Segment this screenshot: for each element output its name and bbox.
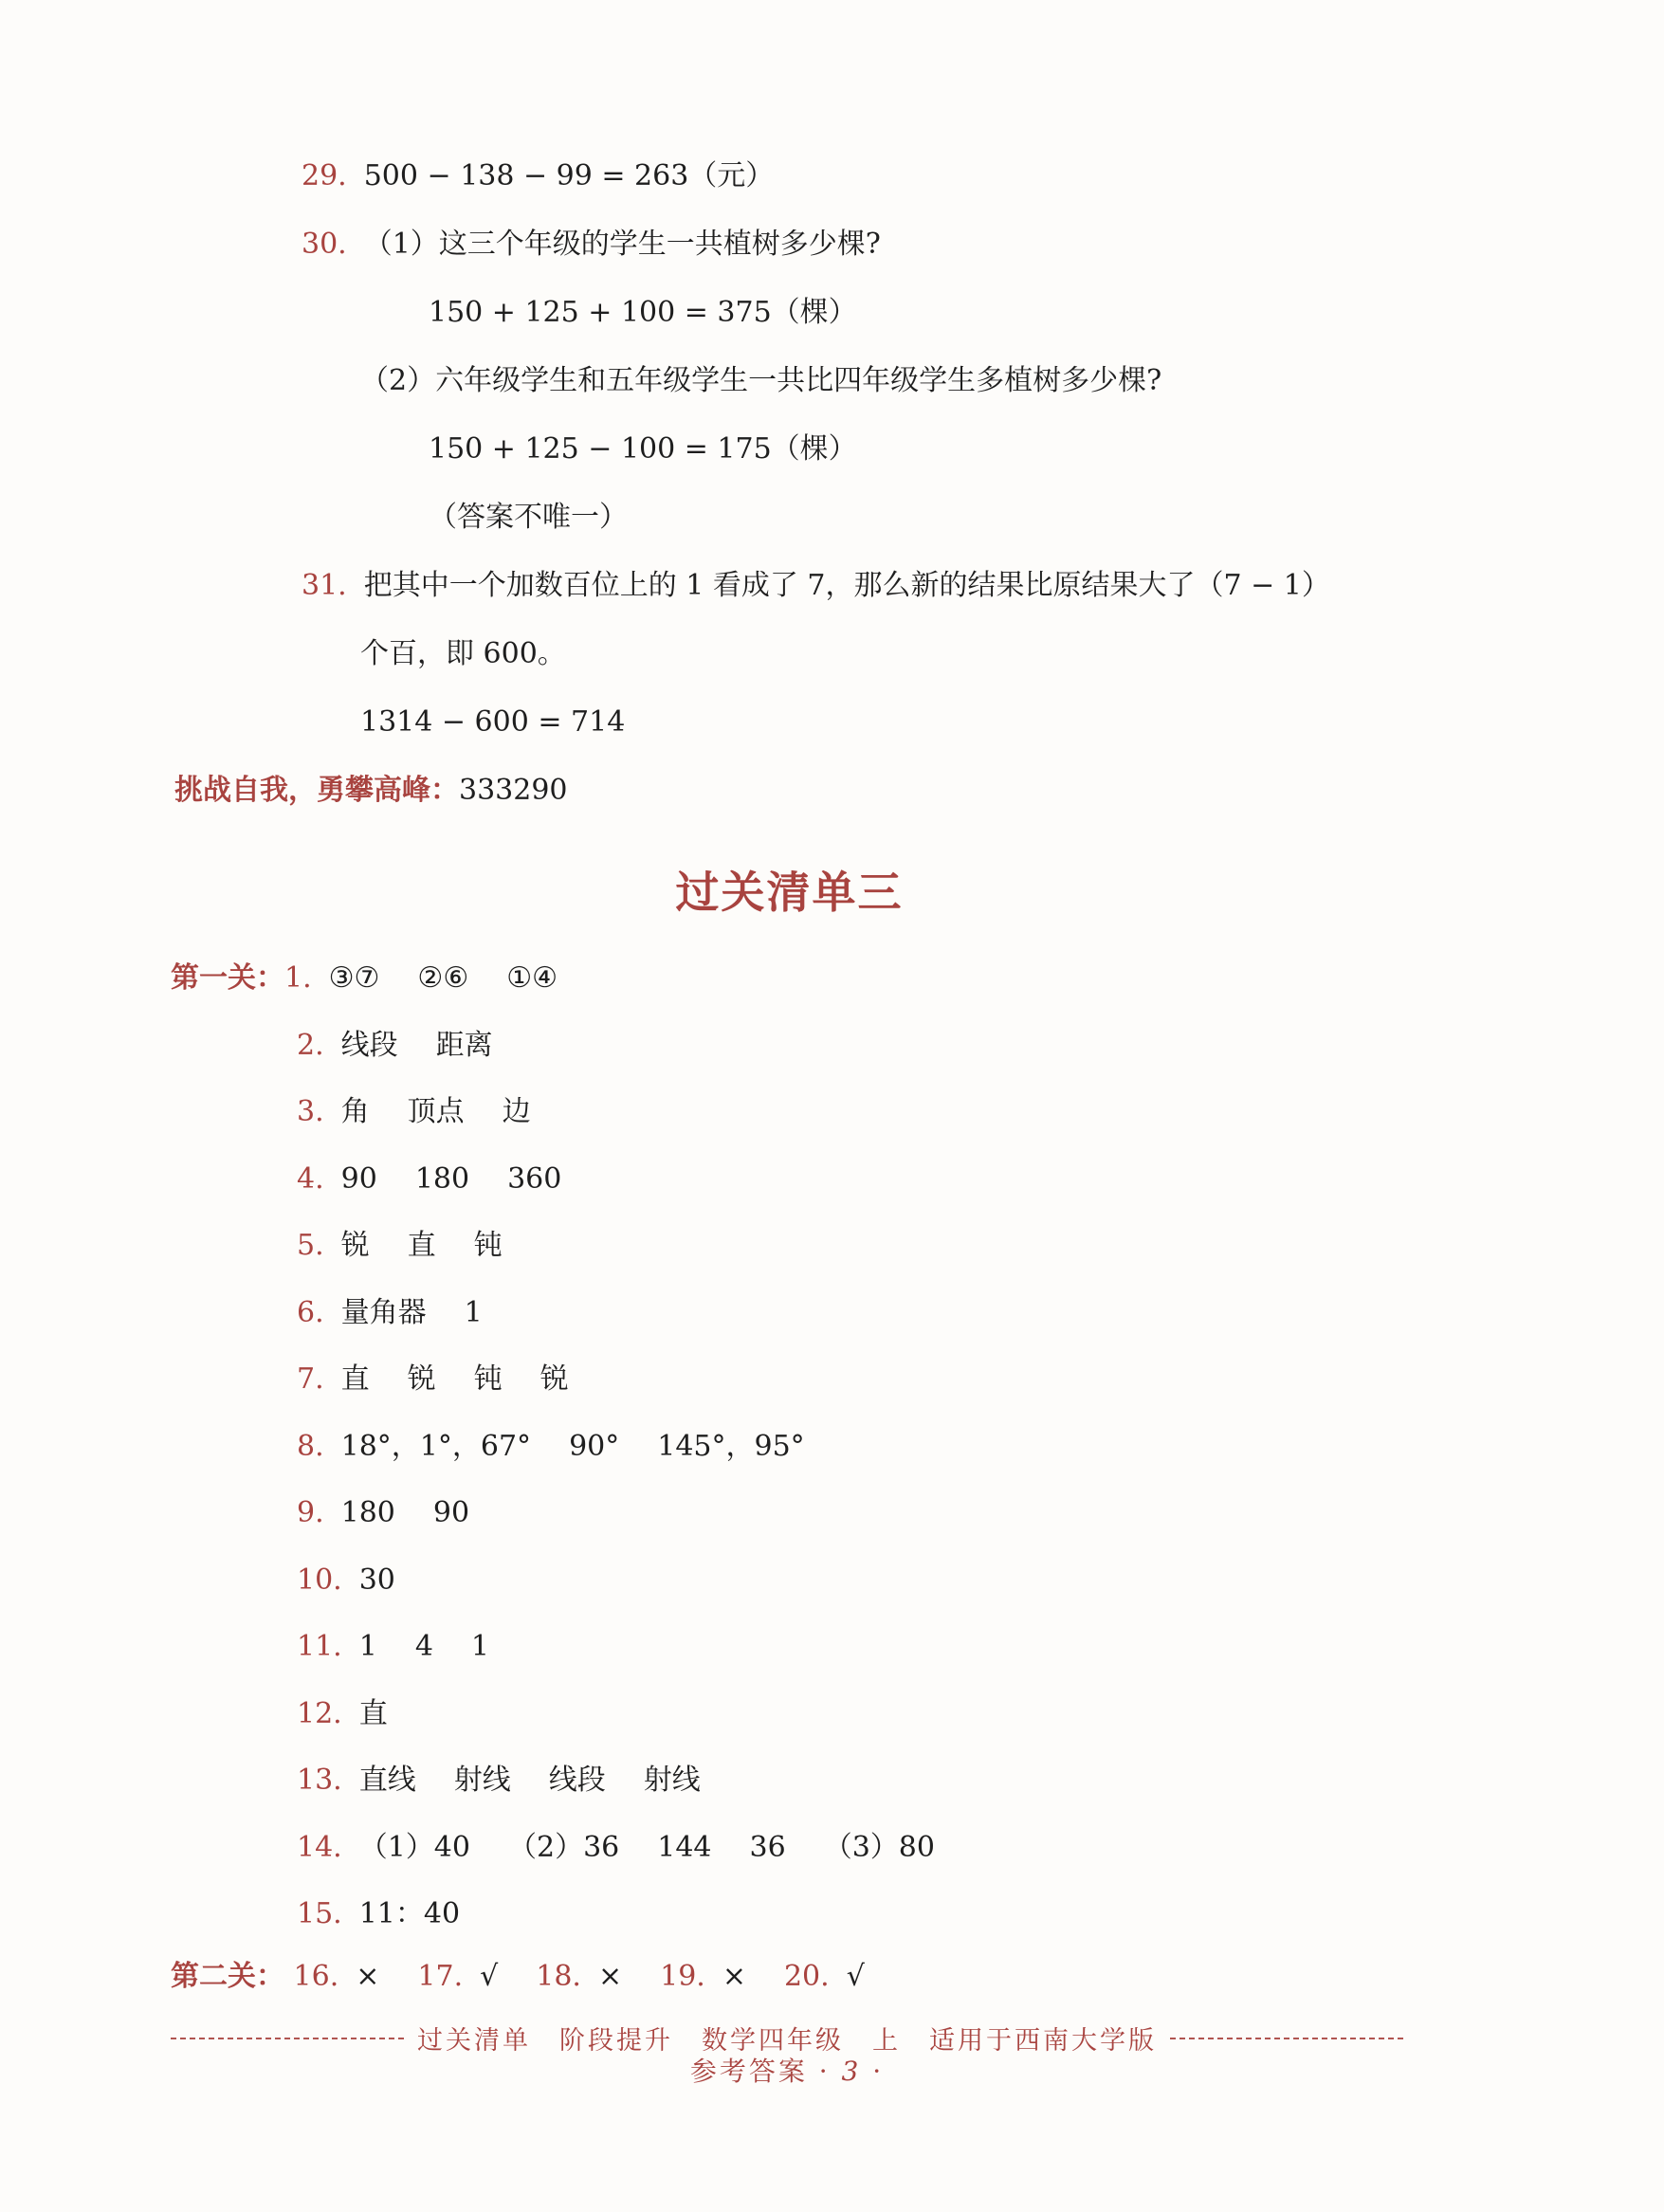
- answer-part: 锐: [539, 1362, 569, 1396]
- stage-1-item: [297, 1628, 489, 1666]
- answer-line-3: 1314 − 600 = 714: [360, 705, 626, 739]
- stage-1-item: [297, 1294, 483, 1332]
- answer-part: 线段: [548, 1764, 606, 1797]
- question-number: 14.: [297, 1830, 342, 1864]
- question-31: [302, 567, 1330, 605]
- stage-1-item: [297, 1093, 531, 1131]
- stage-1-item: [297, 1361, 569, 1398]
- answer-note: （答案不唯一）: [429, 501, 628, 534]
- question-number: 17.: [417, 1960, 464, 1993]
- answer-part: 锐: [407, 1362, 436, 1396]
- question-number: 2.: [297, 1028, 324, 1062]
- judgement-mark: √: [480, 1960, 499, 1993]
- section-title: 过关清单三: [675, 867, 904, 918]
- answer-part: ③⑦: [328, 961, 380, 995]
- answer-part: 90°: [569, 1429, 620, 1463]
- judgement-mark: ×: [597, 1960, 623, 1993]
- answer-part: 直线: [358, 1764, 416, 1797]
- answer-part: 36: [749, 1830, 786, 1864]
- answer-part: ②⑥: [417, 961, 469, 995]
- judgement-mark: ×: [722, 1960, 746, 1993]
- answer-part: （1）40: [358, 1830, 470, 1864]
- answer-part: 90: [432, 1496, 470, 1529]
- answer-part: 1: [470, 1630, 489, 1663]
- answer-part: 11：40: [358, 1897, 461, 1930]
- page-number-line: [0, 2051, 1574, 2089]
- question-number: 5.: [297, 1229, 324, 1262]
- stage-1-item: [297, 1027, 493, 1065]
- question-number: 7.: [297, 1362, 324, 1396]
- answer-part: 锐: [340, 1229, 370, 1262]
- answer-part: 量角器: [340, 1295, 427, 1329]
- stage-1-item: [297, 1161, 561, 1198]
- answer-part: 90: [340, 1161, 377, 1196]
- answer-part: 18°，1°，67°: [340, 1429, 532, 1463]
- answer-part: 钝: [473, 1362, 503, 1396]
- footer-text: 过关清单 阶段提升 数学四年级 上 适用于西南大学版: [417, 2026, 1157, 2056]
- question-number: 30.: [302, 228, 347, 261]
- answer-part: 145°，95°: [657, 1429, 805, 1463]
- footer-dash-left: [171, 2038, 404, 2039]
- challenge-label: 挑战自我，勇攀高峰：: [174, 774, 459, 807]
- stage-1-item: [297, 1227, 503, 1265]
- stage-1-item: [171, 960, 558, 997]
- stage-2-line: [171, 1958, 865, 1996]
- stage-2-label: 第二关：: [171, 1960, 284, 1993]
- challenge-line: [174, 772, 568, 810]
- stage-1-item: [297, 1829, 935, 1867]
- question-number: 31.: [302, 569, 347, 602]
- judgement-mark: ×: [356, 1960, 380, 1993]
- sub-answer-2: 150 + 125 − 100 = 175（棵）: [429, 432, 857, 466]
- stage-1-item: [297, 1562, 395, 1600]
- answer-text: 500 − 138 − 99 = 263（元）: [363, 159, 775, 192]
- page-prefix: 参考答案 ·: [689, 2056, 831, 2087]
- question-number: 12.: [297, 1696, 342, 1730]
- answer-part: 直: [340, 1362, 370, 1396]
- answer-part: 直: [358, 1696, 388, 1730]
- sub-question-2: （2）六年级学生和五年级学生一共比四年级学生多植树多少棵?: [360, 364, 1162, 397]
- question-number: 18.: [536, 1960, 581, 1993]
- answer-part: 4: [414, 1630, 433, 1663]
- sub-question-1: （1）这三个年级的学生一共植树多少棵?: [363, 228, 881, 261]
- answer-part: 180: [340, 1496, 395, 1529]
- answer-part: 射线: [643, 1764, 701, 1797]
- question-number: 4.: [297, 1161, 324, 1196]
- answer-part: （2）36: [507, 1830, 620, 1864]
- question-number: 29.: [302, 159, 347, 192]
- stage-1-item: [297, 1762, 701, 1800]
- answer-part: 144: [657, 1830, 712, 1864]
- answer-part: 1: [358, 1630, 377, 1663]
- answer-part: 1: [464, 1295, 483, 1329]
- answer-line-2: 个百，即 600。: [360, 637, 566, 670]
- question-number: 6.: [297, 1295, 324, 1329]
- sub-answer-1: 150 + 125 + 100 = 375（棵）: [429, 296, 857, 329]
- answer-part: ①④: [506, 961, 558, 995]
- question-29: [302, 157, 774, 195]
- stage-1-item: [297, 1895, 460, 1933]
- page-suffix: ·: [872, 2056, 885, 2087]
- stage-1-item: [297, 1428, 805, 1466]
- answer-part: 角: [340, 1095, 370, 1128]
- question-number: 9.: [297, 1496, 324, 1529]
- question-number: 13.: [297, 1764, 342, 1797]
- page-number: 3: [841, 2056, 862, 2087]
- answer-part: 边: [502, 1095, 531, 1128]
- question-number: 20.: [783, 1960, 830, 1993]
- question-number: 8.: [297, 1429, 324, 1463]
- answer-part: 360: [507, 1161, 562, 1196]
- question-30: [302, 226, 881, 264]
- question-number: 19.: [660, 1960, 705, 1993]
- answer-line-1: 把其中一个加数百位上的 1 看成了 7，那么新的结果比原结果大了（7 − 1）: [363, 569, 1330, 602]
- question-number: 10.: [297, 1563, 342, 1597]
- stage-1-item: [297, 1494, 469, 1532]
- judgement-mark: √: [846, 1960, 865, 1993]
- answer-part: 射线: [453, 1764, 511, 1797]
- question-number: 1.: [284, 961, 312, 995]
- question-number: 11.: [297, 1630, 342, 1663]
- footer-dash-right: [1170, 2038, 1403, 2039]
- stage-1-item: [297, 1695, 388, 1733]
- answer-part: 钝: [473, 1229, 503, 1262]
- question-number: 15.: [297, 1897, 342, 1930]
- stage-1-label: 第一关：: [171, 961, 284, 995]
- answer-part: 30: [358, 1563, 395, 1597]
- answer-part: （3）80: [823, 1830, 935, 1864]
- challenge-answer: 333290: [459, 774, 568, 807]
- answer-part: 180: [414, 1161, 470, 1196]
- answer-part: 顶点: [407, 1095, 465, 1128]
- answer-part: 距离: [435, 1028, 493, 1062]
- question-number: 16.: [293, 1960, 339, 1993]
- answer-part: 线段: [340, 1028, 398, 1062]
- answer-part: 直: [407, 1229, 436, 1262]
- question-number: 3.: [297, 1095, 324, 1128]
